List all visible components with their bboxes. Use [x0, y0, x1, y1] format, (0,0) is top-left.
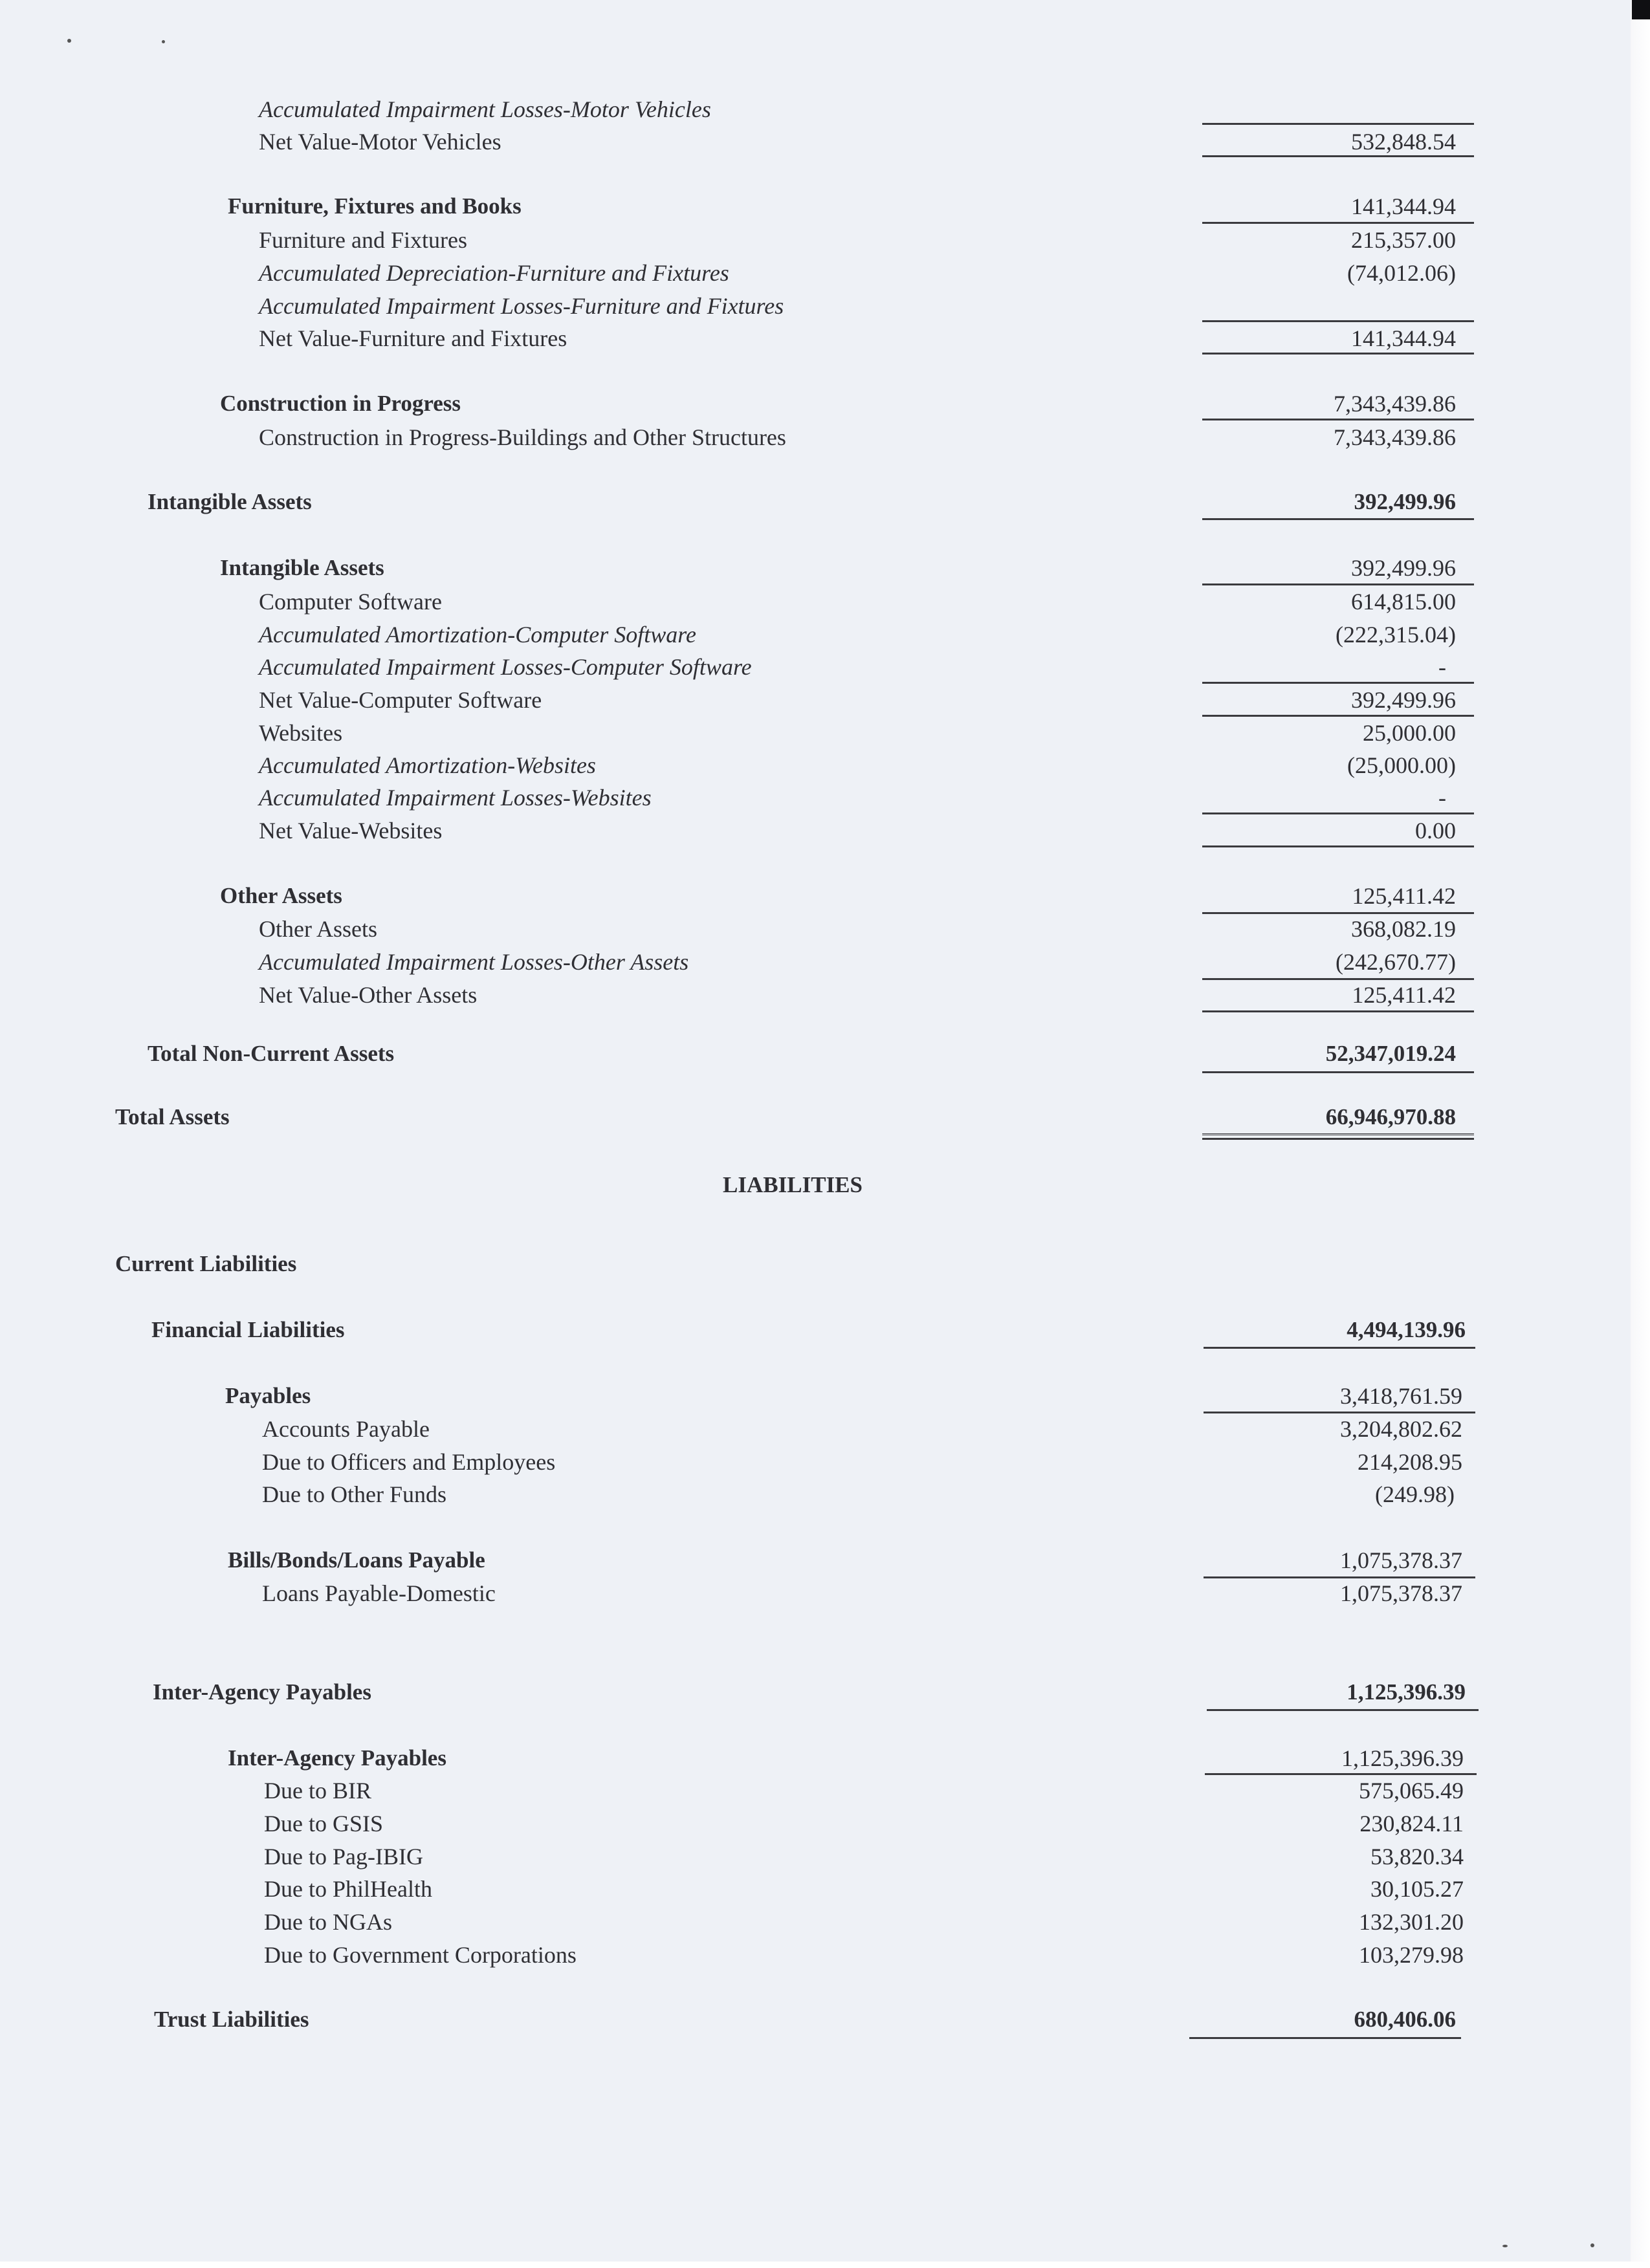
row-amount: 392,499.96 [1351, 555, 1456, 581]
row-label: Furniture and Fixtures [259, 227, 467, 253]
row-amount: 614,815.00 [1351, 589, 1456, 615]
row-label: Accumulated Impairment Losses-Other Assets [259, 949, 689, 975]
row-label: Due to Other Funds [262, 1481, 446, 1507]
row-label: Accumulated Amortization-Websites [259, 752, 596, 778]
scan-corner-mark [1632, 0, 1650, 19]
row-amount: 52,347,019.24 [1325, 1041, 1456, 1066]
row-label: Accumulated Depreciation-Furniture and Fixtures [259, 260, 729, 286]
statement-row [0, 1412, 1650, 1446]
total-rule [1202, 155, 1474, 157]
row-amount: 230,824.11 [1359, 1811, 1464, 1837]
row-amount: 1,125,396.39 [1347, 1679, 1466, 1705]
statement-row [0, 879, 1650, 913]
row-amount: 7,343,439.86 [1334, 424, 1456, 450]
statement-row [0, 289, 1650, 323]
row-label: Due to NGAs [264, 1909, 392, 1935]
statement-row [0, 420, 1650, 454]
row-amount: 680,406.06 [1354, 2007, 1456, 2032]
statement-row [0, 256, 1650, 290]
row-label: Financial Liabilities [151, 1317, 345, 1342]
total-rule [1202, 1010, 1474, 1012]
statement-row [0, 912, 1650, 946]
row-amount: 141,344.94 [1351, 193, 1456, 219]
liabilities-heading: LIABILITIES [723, 1172, 863, 1197]
row-amount: 214,208.95 [1358, 1449, 1462, 1475]
row-amount: (74,012.06) [1347, 260, 1456, 286]
statement-row [0, 485, 1650, 519]
statement-row [0, 1576, 1650, 1610]
grand-total-double-rule [1202, 1133, 1474, 1140]
subtotal-rule [1202, 1071, 1474, 1073]
row-amount: 0.00 [1415, 818, 1456, 844]
row-label: Intangible Assets [148, 489, 312, 514]
statement-row [0, 1675, 1650, 1709]
row-label: Net Value-Furniture and Fixtures [259, 325, 567, 351]
row-amount: 3,418,761.59 [1340, 1383, 1462, 1409]
statement-row [0, 1840, 1650, 1873]
row-label: Accumulated Impairment Losses-Computer Software [259, 654, 752, 680]
row-amount: - [1438, 654, 1446, 680]
row-label: Total Non-Current Assets [148, 1041, 395, 1066]
row-amount: (242,670.77) [1336, 949, 1456, 975]
row-label: Bills/Bonds/Loans Payable [228, 1547, 485, 1573]
statement-row [0, 1938, 1650, 1972]
scan-speck [1590, 2243, 1594, 2247]
row-amount: 103,279.98 [1359, 1942, 1464, 1968]
row-label: Accumulated Impairment Losses-Furniture and Fixtures [259, 293, 784, 319]
row-label: Inter-Agency Payables [153, 1679, 371, 1705]
row-label: Due to GSIS [264, 1811, 384, 1837]
statement-row [0, 945, 1650, 979]
row-label: Construction in Progress-Buildings and Other Structures [259, 424, 786, 450]
statement-row [0, 650, 1650, 684]
row-amount: 141,344.94 [1351, 325, 1456, 351]
row-label: Payables [225, 1383, 311, 1408]
scan-bottom-edge [0, 2262, 1650, 2268]
statement-row [0, 748, 1650, 782]
row-label: Current Liabilities [115, 1251, 297, 1276]
row-amount: - [1438, 785, 1446, 811]
statement-row [0, 2003, 1650, 2036]
row-amount: 1,075,378.37 [1340, 1547, 1462, 1573]
row-label: Construction in Progress [220, 391, 461, 416]
row-amount: 392,499.96 [1351, 687, 1456, 713]
statement-row [0, 322, 1650, 355]
subtotal-rule [1207, 1709, 1479, 1711]
row-label: Inter-Agency Payables [228, 1745, 446, 1771]
row-label: Due to Officers and Employees [262, 1449, 556, 1475]
row-label: Due to Government Corporations [264, 1942, 577, 1968]
row-amount: 30,105.27 [1370, 1876, 1464, 1902]
statement-row [0, 551, 1650, 585]
statement-row [0, 125, 1650, 158]
row-label: Loans Payable-Domestic [262, 1580, 496, 1606]
statement-row [0, 716, 1650, 750]
statement-row [0, 223, 1650, 257]
subtotal-rule [1189, 2037, 1461, 2039]
row-amount: 1,075,378.37 [1340, 1580, 1462, 1606]
total-rule [1202, 353, 1474, 354]
row-amount: 368,082.19 [1351, 916, 1456, 942]
row-label: Accumulated Impairment Losses-Motor Vehicles [259, 96, 711, 122]
row-amount: 392,499.96 [1354, 489, 1456, 514]
row-label: Other Assets [259, 916, 377, 942]
scan-speck [162, 40, 165, 43]
row-label: Total Assets [115, 1104, 230, 1129]
statement-row [0, 683, 1650, 717]
row-label: Net Value-Computer Software [259, 687, 542, 713]
statement-row [0, 618, 1650, 651]
row-amount: 7,343,439.86 [1334, 391, 1456, 417]
row-amount: 3,204,802.62 [1340, 1416, 1462, 1442]
statement-row [0, 1100, 1650, 1134]
statement-row [0, 1379, 1650, 1413]
row-amount: 215,357.00 [1351, 227, 1456, 253]
row-label: Accounts Payable [262, 1416, 430, 1442]
statement-row [0, 1774, 1650, 1807]
scan-speck [67, 39, 71, 43]
row-amount: 25,000.00 [1363, 720, 1456, 746]
row-amount: 125,411.42 [1352, 982, 1456, 1008]
statement-row [0, 387, 1650, 420]
row-amount: (25,000.00) [1347, 752, 1456, 778]
row-label: Due to Pag-IBIG [264, 1844, 423, 1870]
total-rule [1202, 845, 1474, 847]
row-label: Websites [259, 720, 343, 746]
scan-speck [1502, 2245, 1508, 2247]
subtotal-rule [1202, 518, 1474, 520]
row-amount: 4,494,139.96 [1347, 1317, 1466, 1342]
statement-row [0, 93, 1650, 126]
subtotal-rule [1204, 1347, 1475, 1349]
row-label: Net Value-Motor Vehicles [259, 129, 501, 155]
row-label: Net Value-Websites [259, 818, 443, 844]
row-label: Accumulated Impairment Losses-Websites [259, 785, 652, 811]
statement-row [0, 1872, 1650, 1906]
row-amount: (222,315.04) [1336, 622, 1456, 648]
statement-row [0, 1741, 1650, 1775]
row-amount: 1,125,396.39 [1341, 1745, 1464, 1771]
row-label: Intangible Assets [220, 555, 384, 580]
row-label: Computer Software [259, 589, 442, 615]
statement-row [0, 1807, 1650, 1840]
statement-row [0, 1477, 1650, 1511]
statement-row [0, 585, 1650, 618]
statement-row [0, 978, 1650, 1012]
statement-row [0, 814, 1650, 847]
row-label: Trust Liabilities [154, 2007, 309, 2032]
statement-row [0, 1905, 1650, 1939]
row-amount: 125,411.42 [1352, 883, 1456, 909]
row-label: Due to BIR [264, 1778, 371, 1804]
statement-row [0, 1313, 1650, 1347]
row-label: Net Value-Other Assets [259, 982, 478, 1008]
row-label: Due to PhilHealth [264, 1876, 432, 1902]
statement-row [0, 1247, 1650, 1281]
statement-row [0, 190, 1650, 223]
row-label: Furniture, Fixtures and Books [228, 193, 522, 219]
row-amount: 66,946,970.88 [1325, 1104, 1456, 1129]
row-amount: 132,301.20 [1359, 1909, 1464, 1935]
row-amount: 532,848.54 [1351, 129, 1456, 155]
row-amount: 575,065.49 [1359, 1778, 1464, 1804]
statement-row [0, 1445, 1650, 1479]
statement-row [0, 1037, 1650, 1071]
row-label: Other Assets [220, 883, 342, 908]
statement-row [0, 781, 1650, 814]
row-amount: 53,820.34 [1370, 1844, 1464, 1870]
row-label: Accumulated Amortization-Computer Software [259, 622, 696, 648]
statement-row [0, 1543, 1650, 1577]
row-amount: (249.98) [1375, 1481, 1455, 1507]
